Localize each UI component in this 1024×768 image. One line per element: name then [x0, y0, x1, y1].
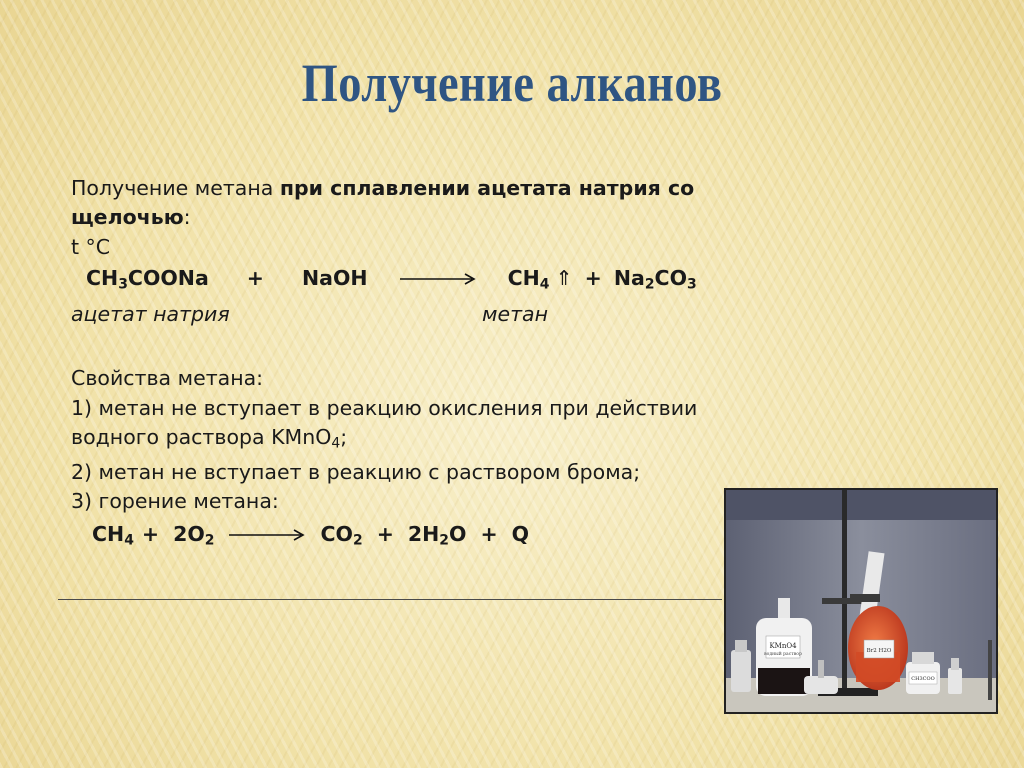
- slide-title: Получение алканов: [301, 53, 723, 113]
- property-2: 2) метан не вступает в реакцию с раствором брома;: [71, 460, 641, 484]
- combustion-arrow-icon: [229, 527, 307, 543]
- reaction-1: [86, 266, 697, 292]
- heat-q: Q: [511, 522, 530, 546]
- intro-lead: Получение метана: [71, 176, 280, 200]
- reactant-ch4: $CH_4$: [92, 522, 134, 549]
- plus-sign-2: +: [584, 266, 602, 290]
- reactant-naoh: NaOH: [301, 266, 368, 290]
- reaction-arrow-icon: [400, 271, 478, 287]
- plus-sign-3: +: [141, 522, 160, 546]
- intro-line-2: [71, 205, 191, 231]
- plus-sign: +: [246, 266, 264, 290]
- reactant-acetate: $CH_3COONa$: [86, 266, 209, 293]
- lab-equipment-illustration: [726, 490, 996, 712]
- intro-bold: при сплавлении ацетата натрия со: [279, 176, 695, 200]
- label-sodium-acetate: ацетат натрия: [71, 302, 230, 326]
- product-h2o: $2H_2O$: [407, 522, 467, 549]
- plus-sign-4: +: [376, 522, 394, 546]
- property-1-line-1: 1) метан не вступает в реакцию окисления при действии: [71, 396, 698, 420]
- svg-text:KMnO4: KMnO4: [769, 642, 797, 650]
- reaction-2: [92, 522, 529, 548]
- temperature-label: t °C: [71, 235, 111, 259]
- plus-sign-5: +: [480, 522, 498, 546]
- lab-photo: [724, 488, 998, 714]
- svg-text:CH3COO: CH3COO: [911, 676, 935, 682]
- reactant-o2: $2O_2$: [173, 522, 215, 549]
- gas-arrow-icon: ⇑: [555, 266, 573, 290]
- intro-bold-2: щелочью: [71, 205, 184, 229]
- property-3: 3) горение метана:: [71, 489, 279, 513]
- label-methane: метан: [482, 302, 548, 326]
- svg-text:водный раствор: водный раствор: [764, 652, 802, 657]
- product-carbonate: $Na_2CO_3$: [613, 266, 697, 293]
- property-1-line-2: водного раствора KMnO$_4$;: [71, 425, 348, 452]
- properties-heading: Свойства метана:: [71, 366, 264, 390]
- divider-line: [58, 599, 722, 600]
- product-co2: $CO_2$: [320, 522, 363, 549]
- svg-text:Br2 H2O: Br2 H2O: [866, 648, 892, 654]
- intro-colon: :: [183, 205, 191, 229]
- product-methane: $CH_4$: [507, 266, 550, 293]
- intro-line-1: [71, 176, 694, 202]
